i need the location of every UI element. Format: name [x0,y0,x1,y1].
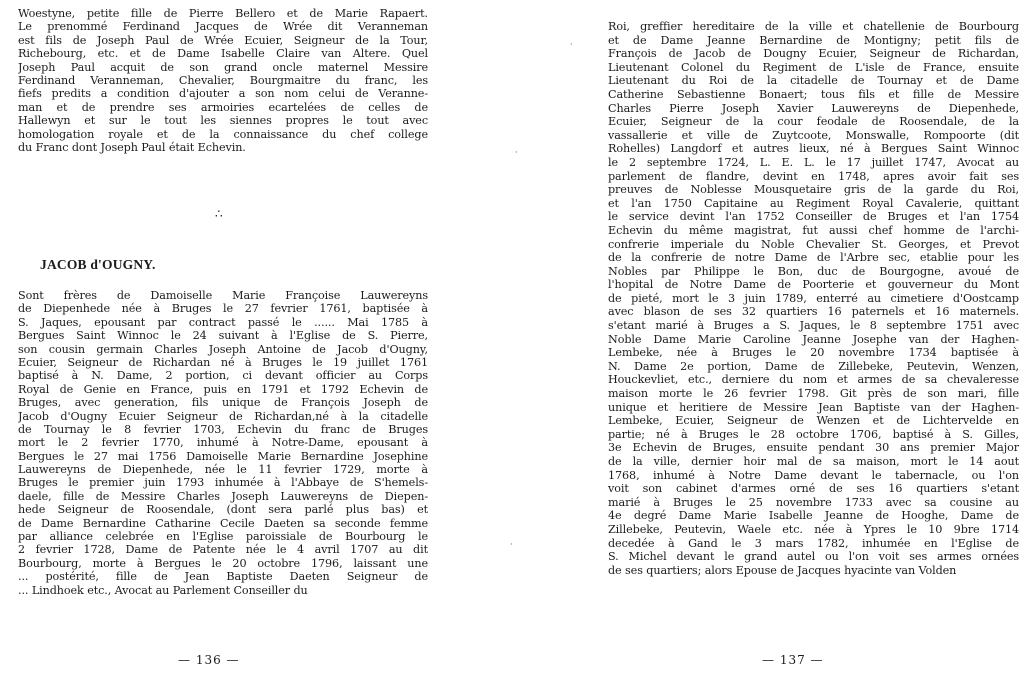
text-line: Lieutenant Colonel du Regiment de L'isle de France, ensuite [608,60,1019,74]
text-line: l'hopital de Notre Dame de Poorterie et gouverneur du Mont [608,278,1019,292]
page-number-left: — 136 — [178,653,240,667]
text-line: partie; né à Bruges le 28 octobre 1706, baptisé à S. Gilles, [608,427,1019,441]
text-line: Ecuier, Seigneur de la cour feodale de Roosendale, de la [608,115,1019,129]
text-line: Bergues Saint Winnoc le 24 suivant à l'Eglise de S. Pierre, [18,329,428,343]
text-line: Sont frères de Damoiselle Marie Françoise Lauwereyns [18,289,428,302]
text-line: decedée à Gand le 3 mars 1782, inhumée en l'Eglise de [608,536,1019,550]
text-line: Woestyne, petite fille de Pierre Bellero et de Marie Rapaert. [18,7,428,20]
print-speck: · [510,540,513,549]
text-line: marié à Bruges le 25 novembre 1733 avec sa cousine au [608,495,1019,509]
text-line: de Tournay le 8 fevrier 1703, Echevin du franc de Bruges [18,422,428,436]
text-line: son cousin germain Charles Joseph Antoine de Jacob d'Ougny, [18,342,428,356]
text-line: preuves de Noblesse Mousquetaire gris de la garde du Roi, [608,183,1019,197]
text-line: est fils de Joseph Paul de Wrée Ecuier, Seigneur de la Tour, [18,33,428,47]
text-line: vassallerie et ville de Zuytcoote, Monswalle, Rompoorte (dit [608,128,1019,142]
text-line: mort le 2 fevrier 1770, inhumé à Notre-Dame, epousant à [18,436,428,450]
text-line: Echevin du même magistrat, fut aussi chef homme de l'archi- [608,223,1019,237]
text-line: Zillebeke, Peutevin, Waele etc. née à Ypres le 10 9bre 1714 [608,522,1019,536]
left-body-paragraph [18,289,428,597]
text-line: Bruges, avec generation, fils unique de François Joseph de [18,396,428,410]
text-line: Roi, greffier hereditaire de la ville et chatellenie de Bourbourg [608,20,1019,33]
text-line: 2 fevrier 1728, Dame de Patente née le 4 avril 1707 au dit [18,543,428,557]
right-body-paragraph [608,20,1019,577]
text-line: le service devint l'an 1752 Conseiller de Bruges et l'an 1754 [608,210,1019,224]
text-line: Lauwereyns de Diepenhede, née le 11 fevrier 1729, morte à [18,463,428,477]
text-line: Charles Pierre Joseph Xavier Lauwereyns de Diepenhede, [608,101,1019,115]
text-line: Houckevliet, etc., derniere du nom et armes de sa chevaleresse [608,373,1019,387]
text-line: de Diepenhede née à Bruges le 27 fevrier 1761, baptisée à [18,302,428,316]
text-line: de la confrerie de notre Dame de l'Arbre sec, etablie pour les [608,251,1019,265]
text-line: S. Jaques, epousant par contract passé le ...... Mai 1785 à [18,315,428,329]
text-line: parlement de flandre, devint en 1748, apres avoir fait ses [608,169,1019,183]
text-line: par alliance celebrée en l'Eglise paroissiale de Bourbourg le [18,530,428,544]
text-line: et l'an 1750 Capitaine au Regiment Royal Cavalerie, quittant [608,196,1019,210]
section-ornament: ∴ [215,207,223,221]
right-page [510,0,1024,681]
text-line: Rohelles) Langdorf et autres lieux, né à Bergues Saint Winnoc [608,142,1019,156]
text-line: 1768, inhumé à Notre Dame devant le tabernacle, ou l'on [608,468,1019,482]
text-line: ... postérité, fille de Jean Baptiste Daeten Seigneur de [18,570,428,584]
text-line: avec blason de ses 32 quartiers 16 paternels et 16 maternels. [608,305,1019,319]
text-line: Lieutenant du Roi de la citadelle de Tournay et de Dame [608,74,1019,88]
text-line: Royal de Genie en France, puis en 1791 et 1792 Echevin de [18,382,428,396]
text-line: de la ville, dernier hoir mal de sa maison, mort le 14 aout [608,455,1019,468]
text-line: et de Dame Jeanne Bernardine de Montigny; petit fils de [608,33,1019,47]
text-line: baptisé à N. Dame, 2 portion, ci devant officier au Corps [18,369,428,383]
text-line: Joseph Paul acquit de son grand oncle maternel Messire [18,60,428,74]
text-line: Jacob d'Ougny Ecuier Seigneur de Richardan,né à la citadelle [18,409,428,423]
text-line: fiefs predits a condition d'ajouter a son nom celui de Veranne- [18,87,428,101]
text-line: Ferdinand Veranneman, Chevalier, Bourgmaitre du franc, les [18,73,428,87]
section-heading: JACOB d'OUGNY. [40,257,156,272]
text-line: hede Seigneur de Roosendale, (dont sera parlé plus bas) et [18,503,428,517]
text-line: François de Jacob de Dougny Ecuier, Seigneur de Richardan, [608,47,1019,61]
text-line: du Franc dont Joseph Paul était Echevin. [18,140,246,154]
text-line: homologation royale et de la connaissance du chef college [18,127,428,141]
text-line: daele, fille de Messire Charles Joseph Lauwereyns de Diepen- [18,489,428,503]
text-line: Bergues le 27 mai 1756 Damoiselle Marie Bernardine Josephine [18,449,428,463]
text-line: Nobles par Philippe le Bon, duc de Bourgogne, avoué de [608,264,1019,278]
text-line: Bourbourg, morte à Bergues le 20 octobre 1796, laissant une [18,556,428,570]
text-line: de ses quartiers; alors Epouse de Jacques hyacinte van Volden [608,563,957,577]
text-line: ... Lindhoek etc., Avocat au Parlement Conseiller du [18,583,308,597]
text-line: de pieté, mort le 3 juin 1789, enterré au cimetiere d'Oostcamp [608,291,1019,305]
text-line: unique et heritiere de Messire Jean Baptiste van der Haghen- [608,400,1019,414]
text-line: Noble Dame Marie Caroline Jeanne Josephe van der Haghen- [608,332,1019,346]
text-line: maison morte le 26 fevrier 1798. Git près de son mari, fille [608,387,1019,401]
text-line: Lembeke, Ecuier, Seigneur de Wenzen et de Lichtervelde en [608,414,1019,428]
text-line: le 2 septembre 1724, L. E. L. le 17 juillet 1747, Avocat au [608,155,1019,169]
print-speck: · [570,40,573,49]
text-line: Catherine Sebastienne Bonaert; tous fils et fille de Messire [608,87,1019,101]
left-page [0,0,510,681]
left-top-paragraph [18,7,428,154]
text-line: de Dame Bernardine Catharine Cecile Daeten sa seconde femme [18,516,428,530]
text-line: Lembeke, née à Bruges le 20 novembre 1734 baptisée à [608,346,1019,360]
text-line: Ecuier, Seigneur de Richardan né à Bruges le 19 juillet 1761 [18,355,428,369]
text-line: S. Michel devant le grand autel ou l'on voit ses armes ornées [608,550,1019,564]
text-line: voit son cabinet d'armes orné de ses 16 quartiers s'etant [608,482,1019,496]
text-line: Le prenommé Ferdinand Jacques de Wrée dit Veranneman [18,20,428,34]
print-speck: · [515,148,518,157]
text-line: 3e Echevin de Bruges, ensuite pendant 30 ans premier Major [608,441,1019,455]
text-line: Hallewyn et sur le tout les siennes propres le tout avec [18,114,428,128]
text-line: N. Dame 2e portion, Dame de Zillebeke, Peutevin, Wenzen, [608,359,1019,373]
text-line: Bruges le premier juin 1793 inhumée à l'Abbaye de S'hemels- [18,476,428,490]
text-line: Richebourg, etc. et de Dame Isabelle Claire van Altere. Quel [18,47,428,61]
text-line: confrerie imperiale du Noble Chevalier St. Georges, et Prevot [608,237,1019,251]
page-number-right: — 137 — [762,653,824,667]
text-line: man et de prendre ses armoiries ecartelées de celles de [18,100,428,114]
text-line: 4e degré Dame Marie Isabelle Jeanne de Hooghe, Dame de [608,509,1019,523]
text-line: s'etant marié à Bruges a S. Jaques, le 8 septembre 1751 avec [608,319,1019,333]
